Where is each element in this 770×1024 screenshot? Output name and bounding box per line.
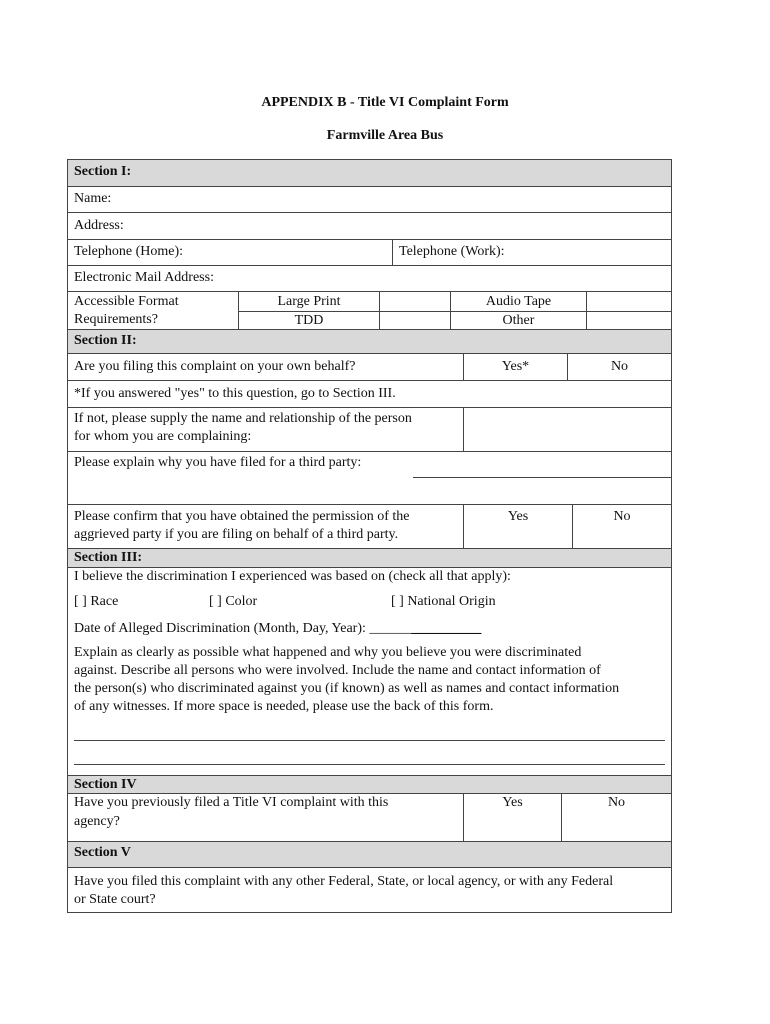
- section-3-header: [68, 549, 671, 568]
- previous-complaint-row: [68, 794, 671, 842]
- tdd-label: TDD: [294, 313, 324, 328]
- permission-no-label: No: [613, 509, 631, 524]
- page-title: APPENDIX B - Title VI Complaint Form: [261, 95, 509, 110]
- previous-complaint-no-label: No: [607, 795, 626, 810]
- section-3-body: [68, 568, 671, 776]
- address-label: Address:: [74, 218, 124, 233]
- accessible-format-row: [68, 292, 671, 330]
- divider: [380, 311, 450, 312]
- section-5-heading: Section V: [74, 845, 131, 860]
- third-party-reason-row[interactable]: [68, 452, 671, 505]
- if-yes-note: *If you answered "yes" to this question, go to Section III.: [74, 386, 396, 401]
- audio-tape-label: Audio Tape: [485, 294, 552, 309]
- telephone-home-label: Telephone (Home):: [74, 244, 184, 259]
- explain-answer-line-2[interactable]: [74, 764, 665, 765]
- date-blank: __________: [411, 621, 482, 636]
- accessible-format-label-2: Requirements?: [74, 312, 158, 327]
- date-label: Date of Alleged Discrimination (Month, Day, Year): ______: [74, 621, 412, 636]
- permission-yes-label: Yes: [507, 509, 529, 524]
- telephone-work-cell[interactable]: [392, 240, 671, 265]
- own-behalf-yes-label: Yes*: [501, 359, 530, 374]
- email-label: Electronic Mail Address:: [74, 270, 214, 285]
- section-2-header: [68, 330, 671, 354]
- explain-instruction-4: of any witnesses. If more space is needed, please use the back of this form.: [74, 699, 494, 714]
- explain-answer-line-1[interactable]: [74, 740, 665, 741]
- third-party-reason-line[interactable]: [413, 477, 671, 478]
- previous-complaint-yes-cell[interactable]: [463, 794, 561, 841]
- permission-row: [68, 505, 671, 549]
- telephone-work-label: Telephone (Work):: [399, 244, 505, 259]
- previous-complaint-yes-label: Yes: [502, 795, 523, 810]
- own-behalf-no-label: No: [610, 359, 629, 374]
- format-check-col-1[interactable]: [379, 292, 450, 329]
- section-1-heading: Section I:: [74, 164, 132, 179]
- other-agency-question-2: or State court?: [74, 892, 156, 907]
- other-label: Other: [502, 313, 535, 328]
- address-row[interactable]: [68, 213, 671, 240]
- format-option-col-2: [450, 292, 586, 329]
- complaint-form-table: [67, 159, 672, 913]
- large-print-label: Large Print: [277, 294, 341, 309]
- format-option-col-1: [238, 292, 379, 329]
- previous-complaint-no-cell[interactable]: [561, 794, 671, 841]
- national-origin-checkbox[interactable]: [ ] National Origin: [391, 594, 496, 609]
- own-behalf-row: [68, 354, 671, 381]
- section-3-heading: Section III:: [74, 550, 143, 565]
- color-checkbox[interactable]: [ ] Color: [209, 594, 258, 609]
- permission-label-2: aggrieved party if you are filing on behalf of a third party.: [74, 527, 399, 542]
- date-field[interactable]: [74, 620, 481, 638]
- page-subtitle: Farmville Area Bus: [326, 128, 444, 143]
- accessible-format-label-1: Accessible Format: [74, 294, 179, 309]
- third-party-name-label-2: for whom you are complaining:: [74, 429, 252, 444]
- section-4-header: [68, 776, 671, 794]
- third-party-name-row: [68, 408, 671, 452]
- telephone-row: [68, 240, 671, 266]
- section-2-heading: Section II:: [74, 333, 137, 348]
- section-1-header: [68, 160, 671, 187]
- own-behalf-no-cell[interactable]: [567, 354, 671, 380]
- section-5-header: [68, 842, 671, 868]
- basis-instruction: I believe the discrimination I experienced was based on (check all that apply):: [74, 569, 511, 584]
- explain-instruction-1: Explain as clearly as possible what happened and why you believe you were discriminated: [74, 645, 582, 660]
- third-party-name-field[interactable]: [463, 408, 671, 451]
- other-agency-question-1: Have you filed this complaint with any other Federal, State, or local agency, or with any Federal: [74, 874, 614, 889]
- permission-no-cell[interactable]: [572, 505, 671, 548]
- permission-label-1: Please confirm that you have obtained the permission of the: [74, 509, 410, 524]
- previous-complaint-question-2: agency?: [74, 814, 120, 829]
- own-behalf-question: Are you filing this complaint on your own behalf?: [74, 359, 356, 374]
- other-agency-row: [68, 868, 671, 912]
- email-row[interactable]: [68, 266, 671, 292]
- explain-instruction-3: the person(s) who discriminated against you (if known) as well as names and contact information: [74, 681, 620, 696]
- third-party-name-label-1: If not, please supply the name and relationship of the person: [74, 411, 412, 426]
- name-row[interactable]: [68, 187, 671, 213]
- format-check-col-2[interactable]: [586, 292, 671, 329]
- permission-yes-cell[interactable]: [463, 505, 572, 548]
- name-label: Name:: [74, 191, 112, 206]
- own-behalf-yes-cell[interactable]: [463, 354, 567, 380]
- divider: [587, 311, 671, 312]
- if-yes-note-row: [68, 381, 671, 408]
- section-4-heading: Section IV: [74, 777, 137, 792]
- race-checkbox[interactable]: [ ] Race: [74, 594, 119, 609]
- explain-instruction-2: against. Describe all persons who were involved. Include the name and contact information of: [74, 663, 601, 678]
- third-party-reason-label: Please explain why you have filed for a third party:: [74, 455, 362, 470]
- previous-complaint-question-1: Have you previously filed a Title VI complaint with this: [74, 795, 389, 810]
